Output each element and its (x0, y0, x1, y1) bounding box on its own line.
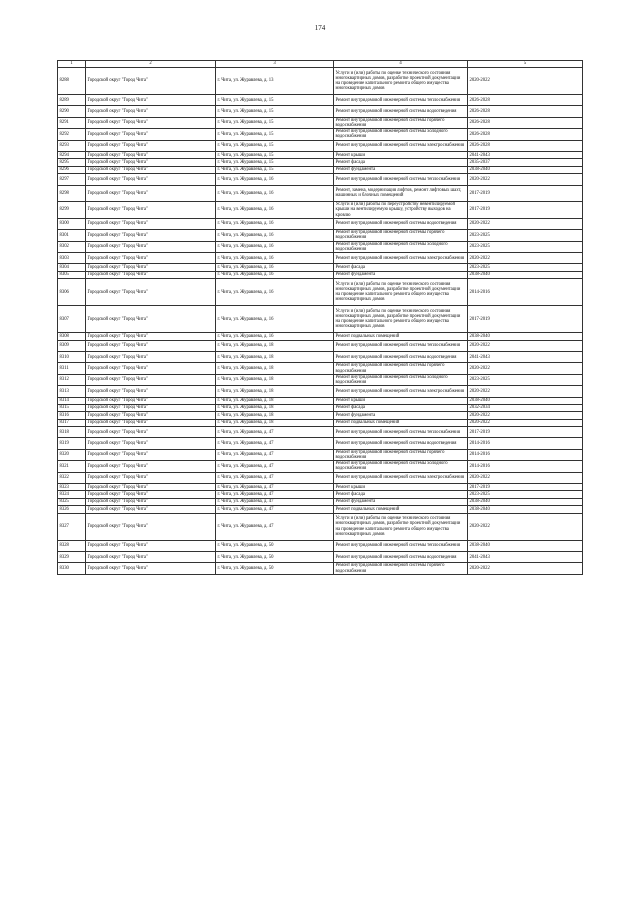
work-type-cell: Ремонт, замена, модернизация лифтов, ремонт лифтовых шахт, машинных и блочных помещений (334, 185, 468, 202)
municipality-cell: Городской округ "Город Чита" (86, 412, 216, 419)
table-row (58, 461, 583, 472)
municipality-cell: Городской округ "Город Чита" (86, 386, 216, 397)
row-number: 8298 (58, 185, 86, 202)
work-type-cell: Ремонт подвальных помещений (334, 506, 468, 513)
municipality-cell: Городской округ "Город Чита" (86, 438, 216, 449)
row-number: 8304 (58, 264, 86, 271)
address-cell: г. Чита, ул. Журавлева, д. 16 (216, 241, 334, 252)
work-type-cell: Ремонт внутридомовой инженерной системы горячего водоснабжения (334, 449, 468, 460)
work-type-cell: Ремонт подвальных помещений (334, 333, 468, 340)
work-type-cell: Ремонт внутридомовой инженерной системы водоотведения (334, 552, 468, 563)
period-cell: 2020-2022 (468, 252, 583, 263)
period-cell: 2017-2019 (468, 202, 583, 219)
row-number: 8328 (58, 540, 86, 551)
row-number: 8310 (58, 351, 86, 362)
column-number: 4 (334, 61, 468, 68)
table-row (58, 333, 583, 340)
period-cell: 2020-2022 (468, 386, 583, 397)
municipality-cell: Городской округ "Город Чита" (86, 513, 216, 540)
period-cell: 2020-2022 (468, 68, 583, 95)
address-cell: г. Чита, ул. Журавлева, д. 50 (216, 552, 334, 563)
address-cell: г. Чита, ул. Журавлева, д. 50 (216, 563, 334, 574)
period-cell: 2014-2016 (468, 438, 583, 449)
work-type-cell: Ремонт крыши (334, 397, 468, 404)
municipality-cell: Городской округ "Город Чита" (86, 252, 216, 263)
municipality-cell: Городской округ "Город Чита" (86, 166, 216, 173)
municipality-cell: Городской округ "Город Чита" (86, 185, 216, 202)
row-number: 8289 (58, 95, 86, 106)
table-row (58, 351, 583, 362)
row-number: 8301 (58, 230, 86, 241)
period-cell: 2017-2019 (468, 306, 583, 333)
row-number: 8321 (58, 461, 86, 472)
municipality-cell: Городской округ "Город Чита" (86, 306, 216, 333)
work-type-cell: Ремонт внутридомовой инженерной системы холодного водоснабжения (334, 461, 468, 472)
table-row (58, 438, 583, 449)
table-row (58, 491, 583, 498)
row-number: 8323 (58, 484, 86, 491)
work-type-cell: Ремонт фундамента (334, 166, 468, 173)
work-type-cell: Ремонт внутридомовой инженерной системы горячего водоснабжения (334, 563, 468, 574)
table-row (58, 427, 583, 438)
address-cell: г. Чита, ул. Журавлева, д. 15 (216, 159, 334, 166)
table-row (58, 306, 583, 333)
municipality-cell: Городской округ "Город Чита" (86, 117, 216, 128)
period-cell: 2041-2043 (468, 552, 583, 563)
municipality-cell: Городской округ "Город Чита" (86, 174, 216, 185)
work-type-cell: Ремонт внутридомовой инженерной системы водоотведения (334, 351, 468, 362)
address-cell: г. Чита, ул. Журавлева, д. 15 (216, 140, 334, 151)
table-row (58, 271, 583, 278)
address-cell: г. Чита, ул. Журавлева, д. 15 (216, 129, 334, 140)
municipality-cell: Городской округ "Город Чита" (86, 95, 216, 106)
row-number: 8320 (58, 449, 86, 460)
row-number: 8318 (58, 427, 86, 438)
address-cell: г. Чита, ул. Журавлева, д. 13 (216, 68, 334, 95)
column-number-row (58, 61, 583, 68)
row-number: 8303 (58, 252, 86, 263)
address-cell: г. Чита, ул. Журавлева, д. 18 (216, 386, 334, 397)
work-type-cell: Ремонт внутридомовой инженерной системы теплоснабжения (334, 340, 468, 351)
municipality-cell: Городской округ "Город Чита" (86, 491, 216, 498)
page-number: 174 (314, 24, 326, 32)
address-cell: г. Чита, ул. Журавлева, д. 16 (216, 271, 334, 278)
period-cell: 2023-2025 (468, 374, 583, 385)
address-cell: г. Чита, ул. Журавлева, д. 47 (216, 472, 334, 483)
work-type-cell: Ремонт внутридомовой инженерной системы теплоснабжения (334, 95, 468, 106)
work-type-cell: Ремонт фасада (334, 404, 468, 411)
period-cell: 2023-2025 (468, 241, 583, 252)
address-cell: г. Чита, ул. Журавлева, д. 18 (216, 363, 334, 374)
work-type-cell: Ремонт внутридомовой инженерной системы водоотведения (334, 218, 468, 229)
table-row (58, 185, 583, 202)
period-cell: 2023-2025 (468, 264, 583, 271)
table-row (58, 68, 583, 95)
row-number: 8302 (58, 241, 86, 252)
table-row (58, 506, 583, 513)
address-cell: г. Чита, ул. Журавлева, д. 47 (216, 498, 334, 505)
municipality-cell: Городской округ "Город Чита" (86, 140, 216, 151)
work-type-cell: Услуги и (или) работы по оценке технического состояния многоквартирных домов, разработке проектной документации на проведение капитального ремонта общего имущества многоквартирных домов (334, 513, 468, 540)
row-number: 8294 (58, 151, 86, 158)
address-cell: г. Чита, ул. Журавлева, д. 47 (216, 438, 334, 449)
address-cell: г. Чита, ул. Журавлева, д. 18 (216, 412, 334, 419)
work-type-cell: Ремонт фасада (334, 159, 468, 166)
table-row (58, 241, 583, 252)
period-cell: 2023-2025 (468, 491, 583, 498)
column-number: 5 (468, 61, 583, 68)
table-row (58, 498, 583, 505)
row-number: 8292 (58, 129, 86, 140)
period-cell: 2038-2040 (468, 498, 583, 505)
table-row (58, 397, 583, 404)
table-row (58, 404, 583, 411)
work-type-cell: Ремонт внутридомовой инженерной системы электроснабжения (334, 472, 468, 483)
municipality-cell: Городской округ "Город Чита" (86, 506, 216, 513)
period-cell: 2020-2022 (468, 363, 583, 374)
row-number: 8306 (58, 279, 86, 306)
table-row (58, 174, 583, 185)
period-cell: 2020-2022 (468, 218, 583, 229)
period-cell: 2017-2019 (468, 185, 583, 202)
work-type-cell: Ремонт внутридомовой инженерной системы электроснабжения (334, 252, 468, 263)
address-cell: г. Чита, ул. Журавлева, д. 16 (216, 306, 334, 333)
period-cell: 2017-2019 (468, 427, 583, 438)
address-cell: г. Чита, ул. Журавлева, д. 16 (216, 230, 334, 241)
period-cell: 2020-2022 (468, 412, 583, 419)
table-row (58, 449, 583, 460)
address-cell: г. Чита, ул. Журавлева, д. 16 (216, 202, 334, 219)
work-type-cell: Ремонт фундамента (334, 498, 468, 505)
period-cell: 2038-2040 (468, 333, 583, 340)
municipality-cell: Городской округ "Город Чита" (86, 151, 216, 158)
table-row (58, 95, 583, 106)
municipality-cell: Городской округ "Город Чита" (86, 498, 216, 505)
program-table (57, 60, 583, 575)
municipality-cell: Городской округ "Город Чита" (86, 472, 216, 483)
row-number: 8309 (58, 340, 86, 351)
row-number: 8295 (58, 159, 86, 166)
municipality-cell: Городской округ "Город Чита" (86, 159, 216, 166)
address-cell: г. Чита, ул. Журавлева, д. 47 (216, 484, 334, 491)
municipality-cell: Городской округ "Город Чита" (86, 461, 216, 472)
municipality-cell: Городской округ "Город Чита" (86, 271, 216, 278)
period-cell: 2038-2040 (468, 166, 583, 173)
municipality-cell: Городской округ "Город Чита" (86, 264, 216, 271)
period-cell: 2026-2028 (468, 95, 583, 106)
municipality-cell: Городской округ "Город Чита" (86, 340, 216, 351)
work-type-cell: Ремонт фасада (334, 491, 468, 498)
work-type-cell: Услуги и (или) работы по оценке технического состояния многоквартирных домов, разработке проектной документации на проведение капитального ремонта общего имущества многоквартирных домов (334, 279, 468, 306)
municipality-cell: Городской округ "Город Чита" (86, 363, 216, 374)
row-number: 8291 (58, 117, 86, 128)
address-cell: г. Чита, ул. Журавлева, д. 18 (216, 419, 334, 426)
period-cell: 2023-2025 (468, 230, 583, 241)
period-cell: 2041-2043 (468, 351, 583, 362)
column-number: 3 (216, 61, 334, 68)
period-cell: 2038-2040 (468, 397, 583, 404)
work-type-cell: Ремонт внутридомовой инженерной системы горячего водоснабжения (334, 363, 468, 374)
work-type-cell: Ремонт внутридомовой инженерной системы холодного водоснабжения (334, 129, 468, 140)
row-number: 8325 (58, 498, 86, 505)
period-cell: 2035-2037 (468, 159, 583, 166)
municipality-cell: Городской округ "Город Чита" (86, 540, 216, 551)
work-type-cell: Ремонт крыши (334, 151, 468, 158)
municipality-cell: Городской округ "Город Чита" (86, 218, 216, 229)
row-number: 8297 (58, 174, 86, 185)
work-type-cell: Услуги и (или) работы по переустройству невентилируемой крыши на вентилируемую крышу, устройству выходов на кровлю (334, 202, 468, 219)
municipality-cell: Городской округ "Город Чита" (86, 449, 216, 460)
work-type-cell: Ремонт подвальных помещений (334, 419, 468, 426)
municipality-cell: Городской округ "Город Чита" (86, 427, 216, 438)
municipality-cell: Городской округ "Город Чита" (86, 129, 216, 140)
work-type-cell: Ремонт фундамента (334, 271, 468, 278)
table-row (58, 419, 583, 426)
row-number: 8307 (58, 306, 86, 333)
municipality-cell: Городской округ "Город Чита" (86, 279, 216, 306)
table-row (58, 252, 583, 263)
row-number: 8330 (58, 563, 86, 574)
address-cell: г. Чита, ул. Журавлева, д. 18 (216, 397, 334, 404)
period-cell: 2017-2019 (468, 484, 583, 491)
row-number: 8311 (58, 363, 86, 374)
table-row (58, 279, 583, 306)
table-row (58, 563, 583, 574)
period-cell: 2020-2022 (468, 472, 583, 483)
work-type-cell: Услуги и (или) работы по оценке технического состояния многоквартирных домов, разработке проектной документации на проведение капитального ремонта общего имущества многоквартирных домов (334, 306, 468, 333)
work-type-cell: Услуги и (или) работы по оценке технического состояния многоквартирных домов, разработке проектной документации на проведение капитального ремонта общего имущества многоквартирных домов (334, 68, 468, 95)
row-number: 8288 (58, 68, 86, 95)
period-cell: 2026-2028 (468, 140, 583, 151)
municipality-cell: Городской округ "Город Чита" (86, 230, 216, 241)
work-type-cell: Ремонт внутридомовой инженерной системы холодного водоснабжения (334, 241, 468, 252)
row-number: 8299 (58, 202, 86, 219)
address-cell: г. Чита, ул. Журавлева, д. 47 (216, 461, 334, 472)
row-number: 8305 (58, 271, 86, 278)
period-cell: 2020-2022 (468, 419, 583, 426)
municipality-cell: Городской округ "Город Чита" (86, 397, 216, 404)
row-number: 8326 (58, 506, 86, 513)
table-row (58, 166, 583, 173)
table-row (58, 151, 583, 158)
address-cell: г. Чита, ул. Журавлева, д. 18 (216, 404, 334, 411)
period-cell: 2032-2034 (468, 404, 583, 411)
row-number: 8315 (58, 404, 86, 411)
table-row (58, 412, 583, 419)
row-number: 8313 (58, 386, 86, 397)
table-row (58, 202, 583, 219)
address-cell: г. Чита, ул. Журавлева, д. 15 (216, 117, 334, 128)
table-row (58, 513, 583, 540)
period-cell: 2038-2040 (468, 540, 583, 551)
table-row (58, 552, 583, 563)
row-number: 8319 (58, 438, 86, 449)
row-number: 8293 (58, 140, 86, 151)
row-number: 8317 (58, 419, 86, 426)
period-cell: 2014-2016 (468, 461, 583, 472)
period-cell: 2026-2028 (468, 129, 583, 140)
address-cell: г. Чита, ул. Журавлева, д. 15 (216, 106, 334, 117)
municipality-cell: Городской округ "Город Чита" (86, 106, 216, 117)
column-number: 2 (86, 61, 216, 68)
work-type-cell: Ремонт внутридомовой инженерной системы горячего водоснабжения (334, 230, 468, 241)
row-number: 8327 (58, 513, 86, 540)
period-cell: 2026-2028 (468, 117, 583, 128)
address-cell: г. Чита, ул. Журавлева, д. 47 (216, 513, 334, 540)
work-type-cell: Ремонт внутридомовой инженерной системы теплоснабжения (334, 540, 468, 551)
municipality-cell: Городской округ "Город Чита" (86, 374, 216, 385)
table-row (58, 140, 583, 151)
address-cell: г. Чита, ул. Журавлева, д. 47 (216, 491, 334, 498)
work-type-cell: Ремонт внутридомовой инженерной системы теплоснабжения (334, 174, 468, 185)
table-row (58, 106, 583, 117)
row-number: 8296 (58, 166, 86, 173)
table-row (58, 540, 583, 551)
municipality-cell: Городской округ "Город Чита" (86, 241, 216, 252)
municipality-cell: Городской округ "Город Чита" (86, 552, 216, 563)
address-cell: г. Чита, ул. Журавлева, д. 16 (216, 174, 334, 185)
row-number: 8308 (58, 333, 86, 340)
municipality-cell: Городской округ "Город Чита" (86, 351, 216, 362)
address-cell: г. Чита, ул. Журавлева, д. 47 (216, 506, 334, 513)
municipality-cell: Городской округ "Город Чита" (86, 68, 216, 95)
table-row (58, 363, 583, 374)
table-row (58, 374, 583, 385)
row-number: 8316 (58, 412, 86, 419)
table-row (58, 472, 583, 483)
row-number: 8322 (58, 472, 86, 483)
table-row (58, 159, 583, 166)
work-type-cell: Ремонт внутридомовой инженерной системы водоотведения (334, 438, 468, 449)
period-cell: 2038-2040 (468, 271, 583, 278)
work-type-cell: Ремонт внутридомовой инженерной системы водоотведения (334, 106, 468, 117)
row-number: 8312 (58, 374, 86, 385)
period-cell: 2026-2028 (468, 106, 583, 117)
row-number: 8290 (58, 106, 86, 117)
address-cell: г. Чита, ул. Журавлева, д. 18 (216, 374, 334, 385)
address-cell: г. Чита, ул. Журавлева, д. 16 (216, 252, 334, 263)
period-cell: 2020-2022 (468, 174, 583, 185)
period-cell: 2014-2016 (468, 279, 583, 306)
address-cell: г. Чита, ул. Журавлева, д. 16 (216, 185, 334, 202)
work-type-cell: Ремонт внутридомовой инженерной системы теплоснабжения (334, 427, 468, 438)
address-cell: г. Чита, ул. Журавлева, д. 18 (216, 351, 334, 362)
address-cell: г. Чита, ул. Журавлева, д. 16 (216, 333, 334, 340)
address-cell: г. Чита, ул. Журавлева, д. 16 (216, 264, 334, 271)
table-row (58, 264, 583, 271)
municipality-cell: Городской округ "Город Чита" (86, 333, 216, 340)
address-cell: г. Чита, ул. Журавлева, д. 15 (216, 166, 334, 173)
table-row (58, 484, 583, 491)
work-type-cell: Ремонт внутридомовой инженерной системы электроснабжения (334, 386, 468, 397)
address-cell: г. Чита, ул. Журавлева, д. 16 (216, 279, 334, 306)
address-cell: г. Чита, ул. Журавлева, д. 16 (216, 218, 334, 229)
address-cell: г. Чита, ул. Журавлева, д. 15 (216, 151, 334, 158)
municipality-cell: Городской округ "Город Чита" (86, 419, 216, 426)
period-cell: 2041-2043 (468, 151, 583, 158)
period-cell: 2020-2022 (468, 563, 583, 574)
table-row (58, 230, 583, 241)
period-cell: 2038-2040 (468, 506, 583, 513)
address-cell: г. Чита, ул. Журавлева, д. 18 (216, 340, 334, 351)
municipality-cell: Городской округ "Город Чита" (86, 484, 216, 491)
address-cell: г. Чита, ул. Журавлева, д. 47 (216, 449, 334, 460)
work-type-cell: Ремонт фасада (334, 264, 468, 271)
period-cell: 2020-2022 (468, 513, 583, 540)
table-row (58, 129, 583, 140)
table-row (58, 340, 583, 351)
work-type-cell: Ремонт внутридомовой инженерной системы горячего водоснабжения (334, 117, 468, 128)
period-cell: 2014-2016 (468, 449, 583, 460)
work-type-cell: Ремонт внутридомовой инженерной системы электроснабжения (334, 140, 468, 151)
row-number: 8314 (58, 397, 86, 404)
municipality-cell: Городской округ "Город Чита" (86, 404, 216, 411)
address-cell: г. Чита, ул. Журавлева, д. 47 (216, 427, 334, 438)
municipality-cell: Городской округ "Город Чита" (86, 563, 216, 574)
address-cell: г. Чита, ул. Журавлева, д. 15 (216, 95, 334, 106)
row-number: 8329 (58, 552, 86, 563)
row-number: 8300 (58, 218, 86, 229)
address-cell: г. Чита, ул. Журавлева, д. 50 (216, 540, 334, 551)
table-row (58, 386, 583, 397)
column-number: 1 (58, 61, 86, 68)
period-cell: 2020-2022 (468, 340, 583, 351)
work-type-cell: Ремонт внутридомовой инженерной системы холодного водоснабжения (334, 374, 468, 385)
work-type-cell: Ремонт крыши (334, 484, 468, 491)
table-row (58, 117, 583, 128)
row-number: 8324 (58, 491, 86, 498)
table-row (58, 218, 583, 229)
municipality-cell: Городской округ "Город Чита" (86, 202, 216, 219)
work-type-cell: Ремонт фундамента (334, 412, 468, 419)
